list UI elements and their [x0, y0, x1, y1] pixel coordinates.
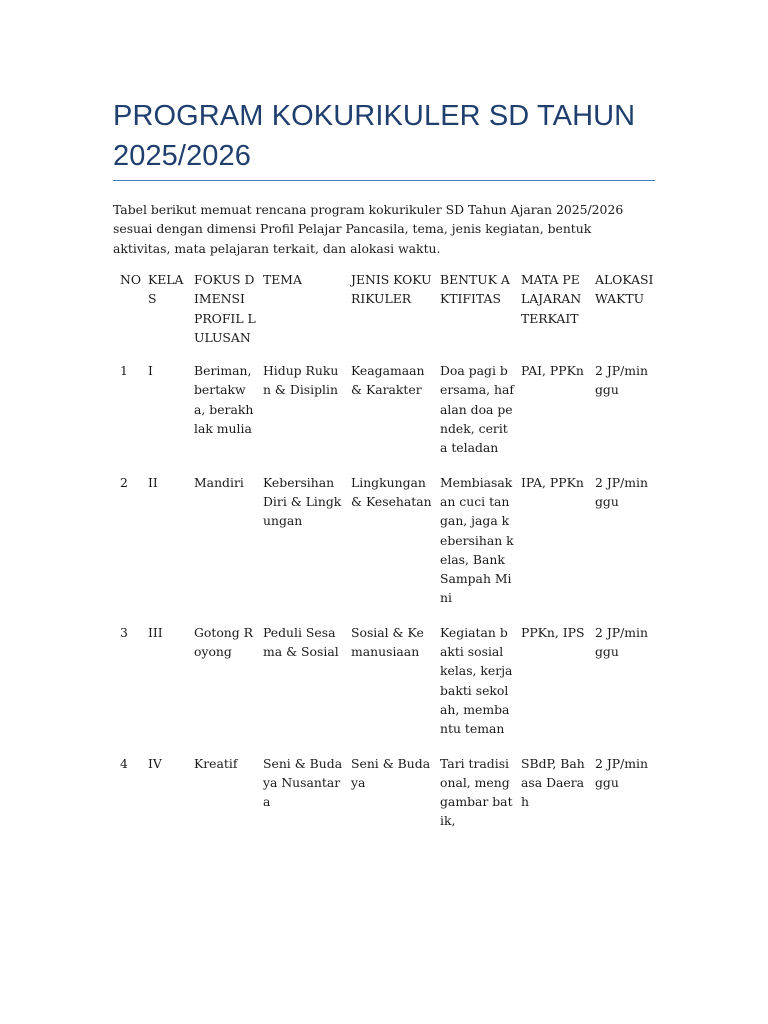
kokurikuler-table — [113, 267, 655, 843]
header-fokus-dimensi: FOKUS DIMENSI PROFIL LULUSAN — [194, 272, 256, 345]
cell-kelas: IV — [148, 755, 162, 771]
cell-tema: Seni & Budaya Nusantara — [263, 755, 343, 810]
cell-alokasi: 2 JP/minggu — [595, 755, 648, 790]
header-tema: TEMA — [263, 272, 302, 287]
cell-no: 2 — [120, 474, 128, 490]
header-alokasi-waktu: ALOKASI WAKTU — [595, 272, 654, 307]
cell-bentuk: Doa pagi bersama, hafalan doa pendek, cerita teladan — [440, 363, 514, 456]
cell-kelas: I — [148, 363, 153, 379]
cell-fokus: Gotong Royong — [194, 624, 253, 660]
cell-no: 1 — [120, 363, 128, 379]
cell-tema: Hidup Rukun & Disiplin — [263, 363, 339, 398]
cell-tema: Kebersihan Diri & Lingkungan — [263, 474, 342, 529]
table-row — [113, 358, 655, 469]
cell-mapel: IPA, PPKn — [521, 474, 584, 490]
header-jenis-kokurikuler: JENIS KOKURIKULER — [351, 272, 432, 307]
cell-fokus: Kreatif — [194, 755, 238, 771]
document-title: PROGRAM KOKURIKULER SD TAHUN 2025/2026 — [113, 100, 636, 172]
cell-jenis: Sosial & Kemanusiaan — [351, 624, 424, 660]
cell-bentuk: Kegiatan bakti sosial kelas, kerja bakti sekolah, membantu teman — [440, 624, 513, 737]
table-header-row — [113, 267, 655, 358]
table-row — [113, 751, 655, 843]
cell-alokasi: 2 JP/minggu — [595, 624, 648, 660]
cell-alokasi: 2 JP/minggu — [595, 363, 648, 398]
cell-bentuk: Membiasakan cuci tangan, jaga kebersihan kelas, Bank Sampah Mini — [440, 474, 514, 606]
table-row — [113, 470, 655, 620]
cell-kelas: III — [148, 624, 163, 640]
cell-jenis: Keagamaan & Karakter — [351, 363, 425, 398]
title-underline — [113, 180, 655, 181]
cell-fokus: Beriman, bertakwa, berakhlak mulia — [194, 363, 254, 437]
cell-fokus: Mandiri — [194, 474, 244, 490]
cell-mapel: PPKn, IPS — [521, 624, 585, 640]
table-row — [113, 620, 655, 751]
cell-no: 3 — [120, 624, 128, 640]
cell-bentuk: Tari tradisional, menggambar batik, — [440, 755, 513, 829]
header-kelas: KELAS — [148, 272, 184, 307]
cell-alokasi: 2 JP/minggu — [595, 474, 648, 509]
cell-tema: Peduli Sesama & Sosial — [263, 624, 339, 660]
cell-mapel: SBdP, Bahasa Daerah — [521, 755, 585, 810]
cell-kelas: II — [148, 474, 158, 490]
header-no: NO — [120, 272, 141, 287]
cell-mapel: PAI, PPKn — [521, 363, 584, 379]
intro-paragraph: Tabel berikut memuat rencana program kokurikuler SD Tahun Ajaran 2025/2026 sesuai dengan dimensi Profil Pelajar Pancasila, tema, jenis kegiatan, bentuk aktivitas, mata pelajaran terkait, dan alokasi waktu. — [113, 202, 624, 256]
cell-jenis: Seni & Budaya — [351, 755, 431, 790]
header-bentuk-aktifitas: BENTUK AKTIFITAS — [440, 272, 510, 307]
cell-jenis: Lingkungan & Kesehatan — [351, 474, 432, 509]
header-mata-pelajaran: MATA PELAJARAN TERKAIT — [521, 272, 582, 326]
cell-no: 4 — [120, 755, 128, 771]
